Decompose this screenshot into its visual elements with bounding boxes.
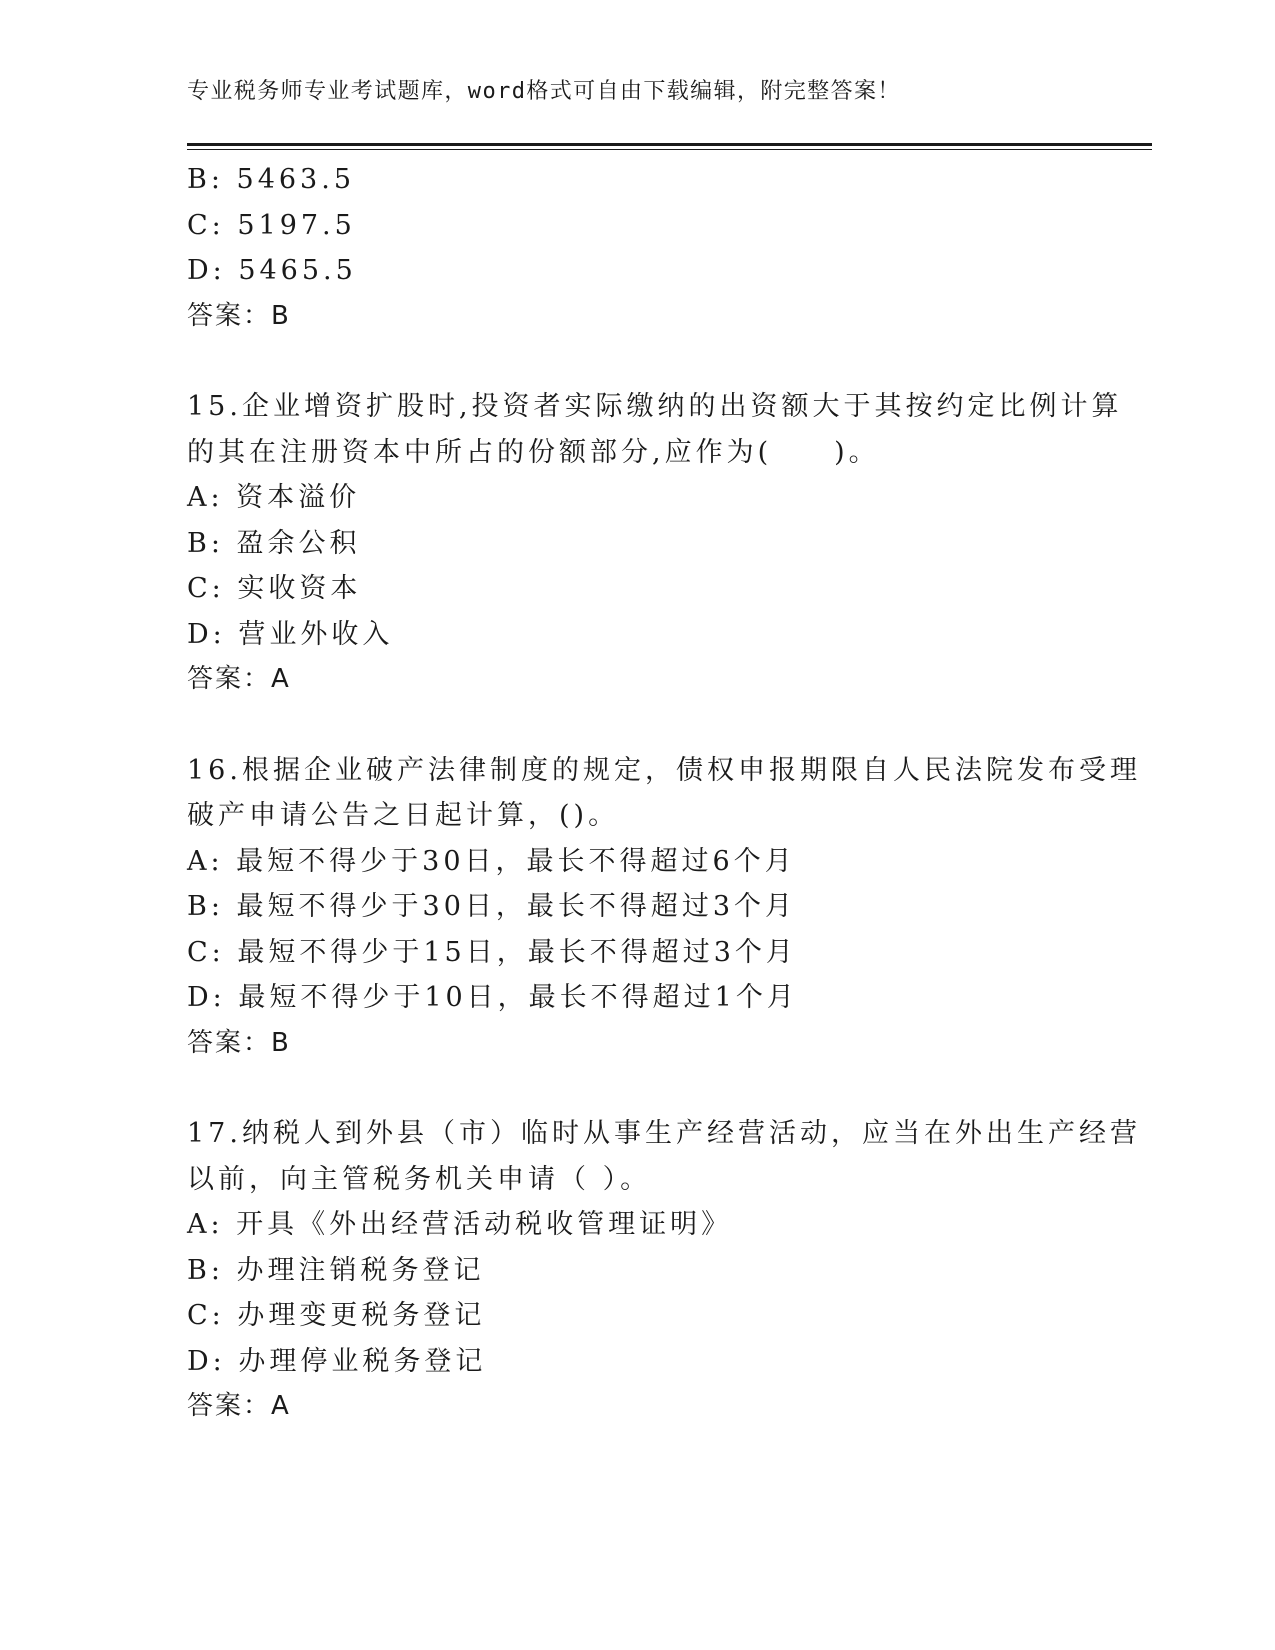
option-line: C: 最短不得少于15日，最长不得超过3个月 <box>187 936 797 968</box>
option-line: D: 5465.5 <box>187 255 357 286</box>
question-stem-line: 17.纳税人到外县（市）临时从事生产经营活动，应当在外出生产经营 <box>187 1118 1141 1149</box>
question-spacer <box>187 339 1087 384</box>
page-header: 专业税务师专业考试题库，word格式可自由下载编辑，附完整答案！ <box>187 79 901 104</box>
option-line: B: 盈余公积 <box>187 527 361 559</box>
option-line: B: 办理注销税务登记 <box>187 1254 485 1286</box>
question-16 <box>187 748 1141 1067</box>
header-rule-thick <box>187 143 1152 146</box>
option-line: C: 实收资本 <box>187 573 362 604</box>
option-line: C: 5197.5 <box>187 209 356 241</box>
answer-line: 答案：B <box>187 1027 291 1058</box>
question-stem-line: 15.企业增资扩股时,投资者实际缴纳的出资额大于其按约定比例计算 <box>187 391 1123 422</box>
question-17 <box>187 1111 1141 1430</box>
option-line: D: 办理停业税务登记 <box>187 1345 487 1377</box>
option-line: A: 最短不得少于30日，最长不得超过6个月 <box>187 845 796 877</box>
option-line: B: 5463.5 <box>187 164 355 195</box>
question-stem-line: 16.根据企业破产法律制度的规定，债权申报期限自人民法院发布受理 <box>187 754 1141 786</box>
answer-line: 答案：A <box>187 664 291 694</box>
option-line: A: 开具《外出经营活动税收管理证明》 <box>187 1209 733 1240</box>
answer-line: 答案：A <box>187 1391 291 1421</box>
option-line: B: 最短不得少于30日，最长不得超过3个月 <box>187 891 797 922</box>
question-14-continued <box>187 157 1087 339</box>
question-spacer <box>187 1066 1087 1111</box>
header-rule-thin <box>187 149 1152 150</box>
question-stem-line: 以前，向主管税务机关申请（ ）。 <box>187 1163 652 1195</box>
option-line: A: 资本溢价 <box>187 482 361 513</box>
option-line: D: 最短不得少于10日，最长不得超过1个月 <box>187 982 798 1013</box>
answer-line: 答案：B <box>187 300 291 331</box>
option-line: C: 办理变更税务登记 <box>187 1300 486 1331</box>
question-stem-line: 的其在注册资本中所占的份额部分,应作为( )。 <box>187 436 880 468</box>
question-spacer <box>187 703 1087 748</box>
question-stem-line: 破产申请公告之日起计算，()。 <box>187 800 620 831</box>
option-line: D: 营业外收入 <box>187 618 394 650</box>
exam-content <box>187 157 1141 1430</box>
question-15 <box>187 384 1123 703</box>
